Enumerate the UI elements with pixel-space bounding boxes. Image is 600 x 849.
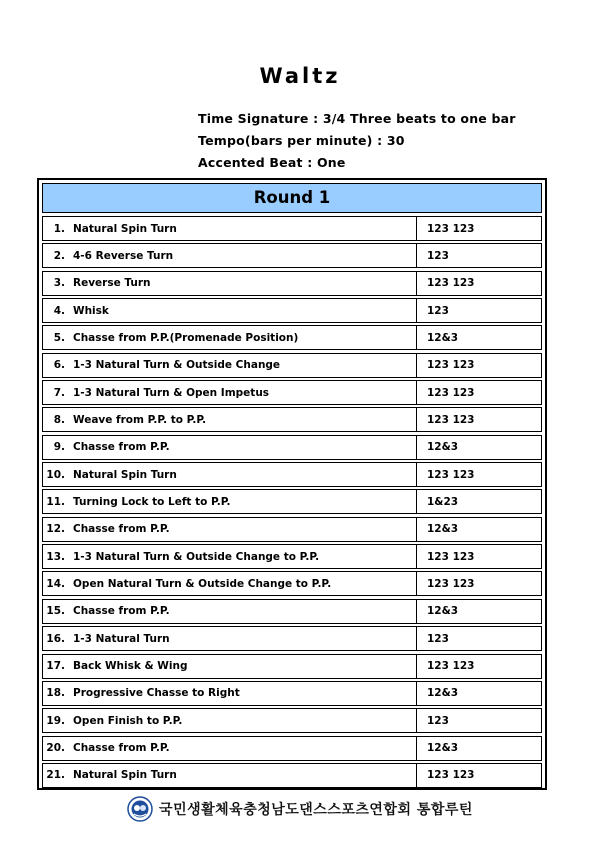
figure-count: 12&3	[427, 742, 459, 755]
figure-count: 123 123	[427, 577, 475, 590]
figure-name: Open Natural Turn & Outside Change to P.P.	[73, 577, 332, 590]
figure-row	[42, 353, 542, 378]
figure-name: Natural Spin Turn	[73, 468, 177, 481]
figure-number: 6.	[53, 359, 65, 372]
figure-number: 19.	[46, 714, 65, 727]
figure-number: 5.	[53, 331, 65, 344]
page-title: Waltz	[259, 64, 341, 88]
figure-row	[42, 517, 542, 542]
figure-row	[42, 298, 542, 323]
figure-cell	[43, 518, 417, 541]
figure-cell	[43, 572, 417, 595]
figure-count: 12&3	[427, 687, 459, 700]
figure-name: Reverse Turn	[73, 277, 151, 290]
figure-count: 123 123	[427, 660, 475, 672]
figure-name: 1-3 Natural Turn & Outside Change	[73, 359, 281, 372]
accented-beat: Accented Beat : One	[198, 155, 346, 170]
figure-name: Whisk	[73, 304, 109, 317]
figure-row	[42, 243, 542, 268]
figure-count: 12&3	[427, 605, 459, 618]
figure-number: 7.	[53, 386, 65, 399]
figure-row	[42, 435, 542, 460]
figure-name: 1-3 Natural Turn	[73, 632, 170, 645]
figure-cell	[43, 655, 417, 678]
figure-name: Chasse from P.P.	[73, 605, 170, 618]
figure-cell	[43, 682, 417, 705]
figure-row	[42, 462, 542, 487]
figure-row	[42, 708, 542, 733]
figure-name: Chasse from P.P.	[73, 523, 170, 536]
figure-count: 123	[427, 249, 449, 262]
figure-row	[42, 763, 542, 788]
figure-row	[42, 681, 542, 706]
figure-number: 10.	[46, 468, 65, 481]
figure-count: 123 123	[427, 550, 475, 563]
figure-list	[42, 216, 542, 790]
figure-count: 12&3	[427, 331, 459, 344]
figure-row	[42, 271, 542, 296]
figure-cell	[43, 709, 417, 732]
figure-name: 1-3 Natural Turn & Open Impetus	[73, 386, 270, 399]
figure-name: Chasse from P.P.(Promenade Position)	[73, 331, 299, 344]
figure-row	[42, 599, 542, 624]
figure-name: Progressive Chasse to Right	[73, 687, 240, 700]
figure-count: 12&3	[427, 441, 459, 454]
figure-cell	[43, 408, 417, 431]
figure-cell	[43, 463, 417, 486]
figure-cell	[43, 545, 417, 568]
figure-row	[42, 571, 542, 596]
figure-count: 12&3	[427, 523, 459, 536]
figure-cell	[43, 436, 417, 459]
figure-cell	[43, 764, 417, 787]
figure-name: Chasse from P.P.	[73, 441, 170, 454]
figure-number: 15.	[46, 605, 65, 618]
figure-cell	[43, 272, 417, 295]
figure-row	[42, 654, 542, 679]
figure-count: 123 123	[427, 277, 475, 290]
figure-count: 123 123	[427, 222, 475, 235]
figure-name: Turning Lock to Left to P.P.	[73, 495, 231, 508]
figure-name: 4-6 Reverse Turn	[73, 249, 174, 262]
figure-cell	[43, 737, 417, 760]
figure-row	[42, 325, 542, 350]
figure-cell	[43, 354, 417, 377]
figure-name: Back Whisk & Wing	[73, 660, 188, 672]
figure-row	[42, 736, 542, 761]
figure-cell	[43, 627, 417, 650]
figure-name: 1-3 Natural Turn & Outside Change to P.P.	[73, 550, 320, 563]
figure-name: Open Finish to P.P.	[73, 714, 183, 727]
figure-name: Natural Spin Turn	[73, 769, 177, 782]
figure-number: 3.	[53, 277, 65, 290]
figure-number: 1.	[53, 222, 65, 235]
figure-number: 21.	[46, 769, 65, 782]
figure-number: 9.	[53, 441, 65, 454]
figure-cell	[43, 600, 417, 623]
figure-number: 2.	[53, 249, 65, 262]
figure-count: 123	[427, 714, 449, 727]
figure-row	[42, 216, 542, 241]
figure-count: 123 123	[427, 769, 475, 782]
figure-name: Chasse from P.P.	[73, 742, 170, 755]
figure-count: 1&23	[427, 495, 459, 508]
figure-row	[42, 407, 542, 432]
figure-name: Natural Spin Turn	[73, 222, 177, 235]
figure-row	[42, 489, 542, 514]
figure-cell	[43, 326, 417, 349]
figure-name: Weave from P.P. to P.P.	[73, 413, 207, 426]
figure-number: 4.	[53, 304, 65, 317]
figure-number: 11.	[46, 495, 65, 508]
figure-cell	[43, 381, 417, 404]
figure-count: 123	[427, 304, 449, 317]
figure-number: 14.	[46, 577, 65, 590]
dance-meta	[198, 108, 516, 174]
figure-cell	[43, 244, 417, 267]
figure-count: 123 123	[427, 468, 475, 481]
association-logo-icon	[127, 796, 153, 822]
footer-text: 국민생활체육충청남도댄스스포츠연합회 통합루틴	[159, 802, 473, 818]
figure-number: 8.	[53, 413, 65, 426]
figure-number: 18.	[46, 687, 65, 700]
footer	[0, 794, 600, 824]
figure-row	[42, 380, 542, 405]
figure-row	[42, 626, 542, 651]
figure-number: 17.	[46, 660, 65, 672]
figure-row	[42, 544, 542, 569]
time-signature: Time Signature : 3/4 Three beats to one bar	[198, 111, 516, 126]
figure-number: 12.	[46, 523, 65, 536]
figure-count: 123 123	[427, 413, 475, 426]
figure-cell	[43, 217, 417, 240]
figure-count: 123	[427, 632, 449, 645]
tempo: Tempo(bars per minute) : 30	[198, 133, 405, 148]
figure-cell	[43, 299, 417, 322]
round-header: Round 1	[42, 183, 542, 213]
figure-number: 16.	[46, 632, 65, 645]
figure-count: 123 123	[427, 359, 475, 372]
routine-table	[37, 178, 547, 790]
figure-number: 20.	[46, 742, 65, 755]
figure-number: 13.	[46, 550, 65, 563]
figure-cell	[43, 490, 417, 513]
figure-count: 123 123	[427, 386, 475, 399]
